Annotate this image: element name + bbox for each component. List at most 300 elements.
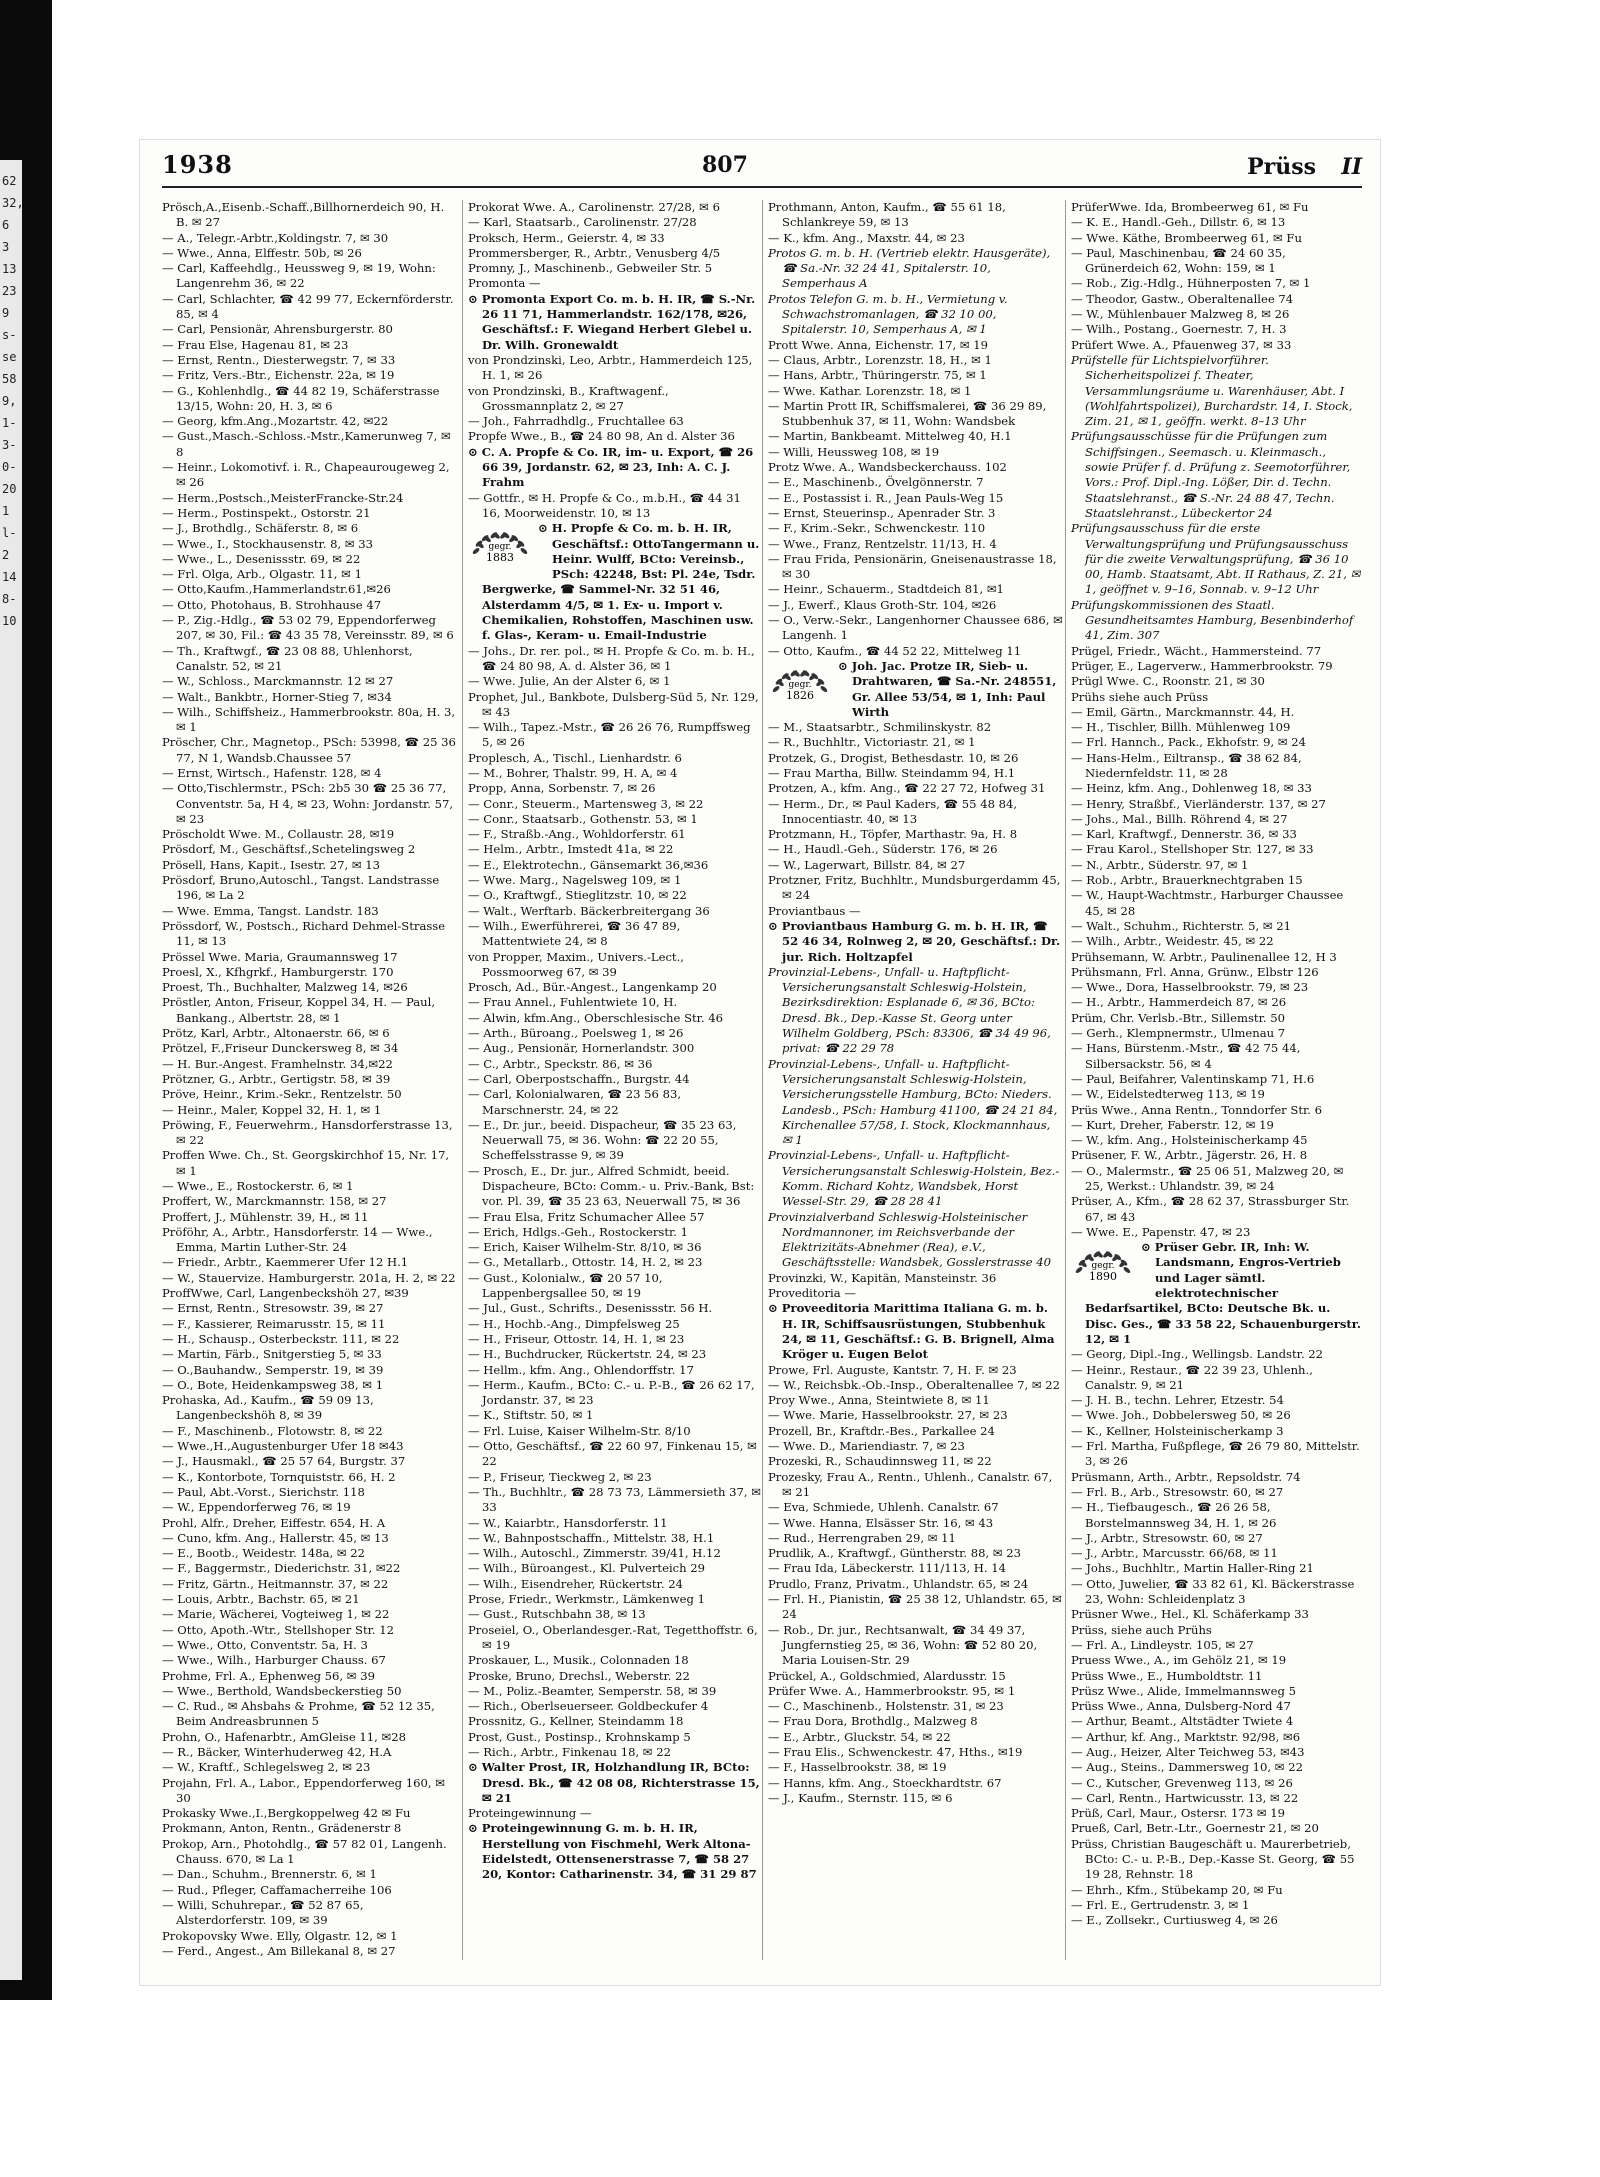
gutter-fragment: 3 <box>2 240 10 254</box>
directory-entry <box>1071 1118 1361 1133</box>
directory-entry <box>468 215 763 230</box>
directory-entry <box>768 1730 1063 1745</box>
entry-text: — Frau Karol., Stellshoper Str. 127, ✉ 33 <box>1071 842 1314 857</box>
directory-entry <box>162 1699 457 1730</box>
entry-text: — Wilh., Schiffsheiz., Hammerbrookstr. 80a, H. 3, ✉ 1 <box>162 704 456 735</box>
entry-text: — Gust., Kolonialw., ☎ 20 57 10, Lappenbergsallee 50, ✉ 19 <box>468 1270 663 1301</box>
directory-entry <box>768 521 1063 536</box>
gutter-fragment: 3- <box>2 438 17 452</box>
directory-entry <box>162 1760 457 1775</box>
entry-text: — Wwe. E., Papenstr. 47, ✉ 23 <box>1071 1224 1251 1239</box>
seal-year: 1826 <box>786 688 814 702</box>
entry-text: — Wilh., Ewerführerei, ☎ 36 47 89, Mattentwiete 24, ✉ 8 <box>468 918 681 949</box>
entry-text: — Erich, Hdlgs.-Geh., Rostockerstr. 1 <box>468 1224 689 1239</box>
entry-text: — Dan., Schuhm., Brennerstr. 6, ✉ 1 <box>162 1867 377 1882</box>
directory-entry <box>1071 1164 1361 1195</box>
directory-entry <box>768 1684 1063 1699</box>
entry-text: — Wilh., Autoschl., Zimmerstr. 39/41, H.12 <box>468 1546 721 1561</box>
directory-entry <box>1071 1699 1361 1714</box>
entry-text: — K., Kontorbote, Tornquiststr. 66, H. 2 <box>162 1469 396 1484</box>
entry-text: Provinzki, W., Kapitän, Mansteinstr. 36 <box>768 1270 997 1285</box>
directory-entry <box>1071 644 1361 659</box>
directory-entry <box>468 1424 763 1439</box>
directory-entry <box>768 1669 1063 1684</box>
directory-entry <box>1071 1393 1361 1408</box>
directory-entry <box>1071 934 1361 949</box>
directory-entry <box>468 1699 763 1714</box>
directory-entry <box>468 827 763 842</box>
entry-text: Prühsmann, Frl. Anna, Grünw., Elbstr 126 <box>1071 964 1319 979</box>
entry-text: — Th., Kraftwgf., ☎ 23 08 88, Uhlenhorst, Canalstr. 52, ✉ 21 <box>162 643 413 673</box>
directory-entry <box>1071 1653 1361 1668</box>
directory-entry <box>1071 1913 1361 1928</box>
entry-text: — E., Elektrotechn., Gänsemarkt 36,✉36 <box>468 857 709 872</box>
entry-text: Pröscher, Chr., Magnetop., PSch: 53998, ☎ 25 36 77, N 1, Wandsb.Chaussee 57 <box>162 735 456 765</box>
entry-text: — H., Arbtr., Hammerdeich 87, ✉ 26 <box>1071 995 1287 1010</box>
directory-entry <box>768 399 1063 430</box>
directory-entry <box>1071 429 1361 521</box>
entry-text: Proksch, Herm., Geierstr. 4, ✉ 33 <box>468 230 665 245</box>
entry-text: — Wwe., L., Desenissstr. 69, ✉ 22 <box>162 551 361 566</box>
entry-text: Prösch,A.,Eisenb.-Schaff.,Billhornerdeich 90, H. B. ✉ 27 <box>162 200 445 230</box>
entry-text: — Wwe.,H.,Augustenburger Ufer 18 ✉43 <box>162 1439 404 1454</box>
entry-text: — M., Staatsarbtr., Schmilinskystr. 82 <box>768 720 992 735</box>
directory-entry <box>162 1225 457 1256</box>
entry-text: — H., Tiefbaugesch., ☎ 26 26 58, Borstelmannsweg 34, H. 1, ✉ 26 <box>1071 1500 1277 1530</box>
entry-text: — Ferd., Angest., Am Billekanal 8, ✉ 27 <box>162 1943 396 1958</box>
directory-entry <box>1071 1500 1361 1531</box>
directory-entry <box>768 368 1063 383</box>
entry-text: Pröföhr, A., Arbtr., Hansdorferstr. 14 — Wwe., Emma, Martin Luther-Str. 24 <box>162 1224 433 1255</box>
entry-text: — Wwe., Wilh., Harburger Chauss. 67 <box>162 1653 386 1668</box>
entry-text: — W., Stauervize. Hamburgerstr. 201a, H. 2, ✉ 22 <box>162 1270 456 1285</box>
directory-entry <box>768 475 1063 490</box>
gutter-fragment: 8- <box>2 592 17 606</box>
directory-entry <box>1071 1103 1361 1118</box>
directory-entry <box>1071 1424 1361 1439</box>
entry-text: — Carl, Oberpostschaffn., Burgstr. 44 <box>468 1071 690 1086</box>
directory-entry <box>1071 521 1361 597</box>
directory-entry <box>162 1776 457 1807</box>
directory-entry <box>1071 353 1361 429</box>
entry-text: — Herm., Dr., ✉ Paul Kaders, ☎ 55 48 84, Innocentiastr. 40, ✉ 13 <box>768 796 1018 826</box>
directory-entry <box>162 353 457 368</box>
directory-entry <box>1071 705 1361 720</box>
directory-entry <box>1071 812 1361 827</box>
directory-entry <box>162 582 457 597</box>
entry-text: Prüfungsausschüsse für die Prüfungen zum Schiffsingen., Seemasch. u. Kleinmasch., sowie Prüfer f. d. Prüfung z. Seemotorführer, Vors.: Prof. Dipl.-Ing. Lößer, Dir. d. Techn. Staatslehranst., ☎ S.-Nr. 24 88 47, Techn. Staatslehranst., Lübeckertor 24 <box>1071 429 1351 520</box>
directory-entry <box>768 919 1063 965</box>
directory-entry <box>1071 690 1361 705</box>
entry-text: — Frau Annel., Fuhlentwiete 10, H. <box>468 995 678 1010</box>
entry-text: — Arthur, Beamt., Altstädter Twiete 4 <box>1071 1714 1294 1729</box>
directory-entry <box>768 827 1063 842</box>
directory-entry <box>162 1378 457 1393</box>
directory-entry <box>162 338 457 353</box>
directory-entry <box>162 858 457 873</box>
entry-text: Prose, Friedr., Werkmstr., Lämkenweg 1 <box>468 1592 705 1607</box>
entry-text: — Frl. Martha, Fußpflege, ☎ 26 79 80, Mittelstr. 3, ✉ 26 <box>1071 1439 1360 1469</box>
svg-text:gegr.: gegr. <box>788 679 812 690</box>
directory-entry <box>468 1087 763 1118</box>
entry-text: — Gottfr., ✉ H. Propfe & Co., m.b.H., ☎ 44 31 16, Moorweidenstr. 10, ✉ 13 <box>468 490 741 520</box>
entry-text: — Rob., Arbtr., Brauerknechtgraben 15 <box>1071 873 1303 888</box>
entry-text: — J., Kaufm., Sternstr. 115, ✉ 6 <box>768 1790 953 1805</box>
entry-text: Prüfer Wwe. A., Hammerbrookstr. 95, ✉ 1 <box>768 1683 1016 1698</box>
entry-text: — Alwin, kfm.Ang., Oberschlesische Str. 46 <box>468 1010 724 1025</box>
entry-text: Protzmann, H., Töpfer, Marthastr. 9a, H. 8 <box>768 827 1018 842</box>
directory-entry <box>468 521 763 643</box>
entry-text: — Rob., Dr. jur., Rechtsanwalt, ☎ 34 49 37, Jungfernstieg 25, ✉ 36, Wohn: ☎ 52 80 20, Maria Louisen-Str. 29 <box>768 1622 1038 1668</box>
entry-text: Prüfungsausschuss für die erste Verwaltungsprüfung und Prüfungsausschuss für die zweite Verwaltungsprüfung, ☎ 36 10 00, Hamb. Staatsamt, Abt. II Rathaus, Z. 21, ✉ 1, geöffnet v. 9–16, Sonnab. v. 9–12 Uhr <box>1071 521 1361 597</box>
entry-text: Proveditoria — <box>768 1286 856 1301</box>
entry-text: Prommersberger, R., Arbtr., Venusberg 4/5 <box>468 245 721 260</box>
entry-text: — A., Telegr.-Arbtr.,Koldingstr. 7, ✉ 30 <box>162 230 389 245</box>
entry-text: Protzen, A., kfm. Ang., ☎ 22 27 72, Hofweg 31 <box>768 781 1046 796</box>
gutter-fragment: 2 <box>2 548 10 562</box>
entry-text: ⊙ C. A. Propfe & Co. IR, im- u. Export, ☎ 26 66 39, Jordanstr. 62, ✉ 23, Inh: A. C. J. Frahm <box>468 444 754 490</box>
entry-text: Proseiel, O., Oberlandesger.-Rat, Tegetthoffstr. 6, ✉ 19 <box>468 1622 758 1652</box>
entry-text: — E., Zollsekr., Curtiusweg 4, ✉ 26 <box>1071 1913 1278 1928</box>
entry-text: Prüss, Christian Baugeschäft u. Maurerbetrieb, BCto: C.- u. P.-B., Dep.-Kasse St. Georg, ☎ 55 19 28, Rehnstr. 18 <box>1071 1836 1355 1882</box>
entry-text: — Frl. A., Lindleystr. 105, ✉ 27 <box>1071 1637 1254 1652</box>
directory-entry <box>768 338 1063 353</box>
entry-text: — F., Krim.-Sekr., Schwenckestr. 110 <box>768 521 986 536</box>
directory-entry <box>1071 1745 1361 1760</box>
entry-text: Prüfstelle für Lichtspielvorführer. Sicherheitspolizei f. Theater, Versammlungsräume u. Warenhäuser, Abt. I (Wohlfahrtspolizei), Burchardstr. 14, I. Stock, Zim. 21, ✉ 1, geöffn. werkt. 8–13 Uhr <box>1071 352 1353 429</box>
entry-text: — Carl, Schlachter, ☎ 42 99 77, Eckernförderstr. 85, ✉ 4 <box>162 291 454 322</box>
entry-text: — J., Arbtr., Stresowstr. 60, ✉ 27 <box>1071 1530 1263 1545</box>
directory-entry <box>162 827 457 842</box>
entry-text: — K., Stiftstr. 50, ✉ 1 <box>468 1408 594 1423</box>
entry-text: — O.,Bauhandw., Semperstr. 19, ✉ 39 <box>162 1362 384 1377</box>
directory-entry <box>468 261 763 276</box>
directory-entry <box>768 491 1063 506</box>
directory-entry <box>1071 1883 1361 1898</box>
directory-entry <box>162 521 457 536</box>
directory-entry <box>1071 1148 1361 1163</box>
directory-entry <box>162 552 457 567</box>
directory-entry <box>162 1485 457 1500</box>
entry-text: — Wwe. Joh., Dobbelersweg 50, ✉ 26 <box>1071 1408 1291 1423</box>
entry-text: — Frl. B., Arb., Stresowstr. 60, ✉ 27 <box>1071 1484 1284 1499</box>
entry-text: Provinzial-Lebens-, Unfall- u. Haftpflicht-Versicherungsanstalt Schleswig-Holstein, Bezirksdirektion: Esplanade 6, ✉ 36, BCto: Dresd. Bk., Dep.-Kasse St. Georg unter Wilhelm Goldberg, PSch: 83306, ☎ 34 49 96, privat: ☎ 22 29 78 <box>768 964 1051 1056</box>
entry-text: — F., Maschinenb., Flotowstr. 8, ✉ 22 <box>162 1423 383 1438</box>
directory-entry <box>1071 598 1361 644</box>
entry-text: Proffert, J., Mühlenstr. 39, H., ✉ 11 <box>162 1209 369 1224</box>
directory-entry <box>468 1516 763 1531</box>
directory-entry <box>768 582 1063 597</box>
gutter-fragment: 32, <box>2 196 24 210</box>
directory-entry <box>162 1072 457 1087</box>
gutter-fragment: 6 <box>2 218 10 232</box>
entry-text: Prost, Gust., Postinsp., Krohnskamp 5 <box>468 1729 691 1744</box>
entry-text: Prüs Wwe., Anna Rentn., Tonndorfer Str. 6 <box>1071 1102 1323 1117</box>
directory-entry <box>768 1592 1063 1623</box>
directory-entry <box>162 506 457 521</box>
entry-text: — Fritz, Gärtn., Heitmannstr. 37, ✉ 22 <box>162 1576 389 1591</box>
directory-entry <box>1071 1806 1361 1821</box>
directory-entry <box>768 613 1063 644</box>
directory-entry <box>768 1363 1063 1378</box>
entry-text: Prüsmann, Arth., Arbtr., Repsoldstr. 74 <box>1071 1469 1301 1484</box>
directory-entry <box>768 842 1063 857</box>
entry-text: — E., Bootb., Weidestr. 148a, ✉ 22 <box>162 1546 366 1561</box>
entry-text: — Wwe., Franz, Rentzelstr. 11/13, H. 4 <box>768 536 997 551</box>
directory-entry <box>768 506 1063 521</box>
entry-text: — Wwe. Emma, Tangst. Landstr. 183 <box>162 903 379 918</box>
entry-text: — Walt., Bankbtr., Horner-Stieg 7, ✉34 <box>162 689 392 704</box>
directory-column-1 <box>162 200 457 1960</box>
directory-entry <box>1071 1470 1361 1485</box>
entry-text: Prösdorf, Bruno,Autoschl., Tangst. Landstrasse 196, ✉ La 2 <box>162 873 440 903</box>
entry-text: — Jul., Gust., Schrifts., Desenissstr. 56 H. <box>468 1301 713 1316</box>
entry-text: — Frau Elsa, Fritz Schumacher Allee 57 <box>468 1209 705 1224</box>
entry-text: Proest, Th., Buchhalter, Malzweg 14, ✉26 <box>162 980 408 995</box>
directory-entry <box>1071 338 1361 353</box>
directory-entry <box>468 1730 763 1745</box>
directory-entry <box>468 781 763 796</box>
entry-text: ⊙ Promonta Export Co. m. b. H. IR, ☎ S.-Nr. 26 11 71, Hammerlandstr. 162/178, ✉26, Geschäftsf.: F. Wiegand Herbert Glebel u. Dr. Wilh. Gronewaldt <box>468 291 756 352</box>
entry-text: — Heinr., Lokomotivf. i. R., Chapeaurougeweg 2, ✉ 26 <box>162 460 450 490</box>
directory-entry <box>162 246 457 261</box>
directory-entry <box>1071 919 1361 934</box>
directory-entry <box>468 1072 763 1087</box>
entry-text: — W., Reichsbk.-Ob.-Insp., Oberaltenallee 7, ✉ 22 <box>768 1377 1061 1392</box>
entry-text: — Carl, Pensionär, Ahrensburgerstr. 80 <box>162 322 393 337</box>
directory-entry <box>468 445 763 491</box>
entry-text: — W., Kaiarbtr., Hansdorferstr. 11 <box>468 1515 668 1530</box>
directory-entry <box>162 919 457 950</box>
entry-text: Prohl, Alfr., Dreher, Eiffestr. 654, H. A <box>162 1515 386 1530</box>
directory-entry <box>162 1454 457 1469</box>
directory-entry <box>768 1057 1063 1149</box>
entry-text: — C. Rud., ✉ Ahsbahs & Prohme, ☎ 52 12 35, Beim Andreasbrunnen 5 <box>162 1699 435 1729</box>
directory-entry <box>1071 873 1361 888</box>
directory-entry <box>162 1255 457 1270</box>
directory-entry <box>1071 1730 1361 1745</box>
directory-entry <box>768 429 1063 444</box>
entry-text: — Wwe., Anna, Elffestr. 50b, ✉ 26 <box>162 245 362 260</box>
entry-text: — Heinr., Schauerm., Stadtdeich 81, ✉1 <box>768 582 1004 597</box>
entry-text: Protos G. m. b. H. (Vertrieb elektr. Hausgeräte), ☎ Sa.-Nr. 32 24 41, Spitalerstr. 10, Semperhaus A <box>768 245 1051 291</box>
directory-entry <box>1071 1623 1361 1638</box>
directory-entry <box>768 1286 1063 1301</box>
directory-entry <box>468 1806 763 1821</box>
entry-text: — Rich., Arbtr., Finkenau 18, ✉ 22 <box>468 1744 671 1759</box>
entry-text: Prüger, E., Lagerverw., Hammerbrookstr. 79 <box>1071 658 1333 673</box>
directory-entry <box>468 414 763 429</box>
entry-text: — Conr., Staatsarb., Gothenstr. 53, ✉ 1 <box>468 811 698 826</box>
entry-text: — W., Schloss., Marckmannstr. 12 ✉ 27 <box>162 674 394 689</box>
directory-entry <box>162 1623 457 1638</box>
directory-entry <box>1071 1240 1361 1347</box>
entry-text: — P., Friseur, Tieckweg 2, ✉ 23 <box>468 1469 652 1484</box>
directory-entry <box>162 292 457 323</box>
svg-text:gegr.: gegr. <box>488 542 512 553</box>
gutter-fragment: 58 <box>2 372 17 386</box>
directory-entry <box>468 797 763 812</box>
directory-entry <box>468 842 763 857</box>
directory-entry <box>768 965 1063 1057</box>
directory-entry <box>468 995 763 1010</box>
entry-text: Prötz, Karl, Arbtr., Altonaerstr. 66, ✉ 6 <box>162 1026 390 1041</box>
entry-text: — Wilh., Tapez.-Mstr., ☎ 26 26 76, Rumpffsweg 5, ✉ 26 <box>468 720 751 750</box>
gutter-fragment: 9, <box>2 394 17 408</box>
entry-text: Pruess Wwe., A., im Gehölz 21, ✉ 19 <box>1071 1653 1287 1668</box>
directory-entry <box>162 980 457 995</box>
gutter-fragment: 20 <box>2 482 17 496</box>
entry-text: Prokorat Wwe. A., Carolinenstr. 27/28, ✉ 6 <box>468 200 720 214</box>
entry-text: Prossnitz, G., Kellner, Steindamm 18 <box>468 1714 684 1729</box>
entry-text: Provinzialverband Schleswig-Holsteinischer Nordmannoner, im Reichsverbande der Elektrizitäts-Abnehmer (Rea), e.V., Geschäftsstelle: Wandsbek, Gosslerstrasse 40 <box>768 1209 1052 1270</box>
entry-text: Proffert, W., Marckmannstr. 158, ✉ 27 <box>162 1194 387 1209</box>
directory-entry <box>468 1255 763 1270</box>
directory-entry <box>768 537 1063 552</box>
gutter-fragment: se <box>2 350 17 364</box>
entry-text: Proplesch, A., Tischl., Lienhardstr. 6 <box>468 750 682 765</box>
directory-entry <box>162 995 457 1026</box>
directory-entry <box>768 353 1063 368</box>
directory-entry <box>162 200 457 231</box>
directory-entry <box>468 276 763 291</box>
gutter-fragment: 62 <box>2 174 17 188</box>
entry-text: Prückel, A., Goldschmied, Alardusstr. 15 <box>768 1668 1006 1683</box>
entry-text: Prüser, A., Kfm., ☎ 28 62 37, Strassburger Str. 67, ✉ 43 <box>1071 1194 1350 1224</box>
directory-page <box>140 140 1380 1985</box>
header-column-marker: II <box>1341 154 1362 180</box>
directory-entry <box>468 674 763 689</box>
entry-text: Prüsz Wwe., Alide, Immelmannsweg 5 <box>1071 1683 1296 1698</box>
directory-entry <box>162 690 457 705</box>
directory-entry <box>1071 1072 1361 1087</box>
entry-text: — Ernst, Rentn., Diesterwegstr. 7, ✉ 33 <box>162 352 396 367</box>
entry-text: — Ehrh., Kfm., Stübekamp 20, ✉ Fu <box>1071 1882 1283 1897</box>
entry-text: Prohme, Frl. A., Ephenweg 56, ✉ 39 <box>162 1668 375 1683</box>
directory-entry <box>768 445 1063 460</box>
entry-text: Prokop, Arn., Photohdlg., ☎ 57 82 01, Langenh. Chauss. 670, ✉ La 1 <box>162 1836 447 1867</box>
entry-text: ProffWwe, Carl, Langenbeckshöh 27, ✉39 <box>162 1286 409 1301</box>
entry-text: — Kurt, Dreher, Faberstr. 12, ✉ 19 <box>1071 1117 1274 1132</box>
entry-text: — H. Bur.-Angest. Framhelnstr. 34,✉22 <box>162 1056 393 1071</box>
directory-entry <box>468 720 763 751</box>
entry-text: — Otto, Kaufm., ☎ 44 52 22, Mittelweg 11 <box>768 643 1022 658</box>
directory-entry <box>468 1745 763 1760</box>
directory-entry <box>162 460 457 491</box>
entry-text: ⊙ Proviantbaus Hamburg G. m. b. H. IR, ☎ 52 46 34, Rolnweg 2, ✉ 20, Geschäftsf.: Dr. jur. Rich. Holtzapfel <box>768 918 1061 964</box>
entry-text: Provinzial-Lebens-, Unfall- u. Haftpflicht-Versicherungsanstalt Schleswig-Holstein, Versicherungsstelle Hamburg, BCto: Nieders. Landesb., PSch: Hamburg 41100, ☎ 24 21 84, Kirchenallee 57/58, I. Stock, Klockmannhaus, ✉ 1 <box>768 1056 1058 1148</box>
directory-entry <box>468 1669 763 1684</box>
entry-text: ⊙ H. Propfe & Co. m. b. H. IR, Geschäftsf.: OttoTangermann u. Heinr. Wulff, BCto: Vereinsb., PSch: 42248, Bst: Pl. 24e, Tsdr. Bergwerke, ☎ Sammel-Nr. 32 51 46, Alsterdamm 4/5, ✉ 1. Ex- u. Import v. Chemikalien, Rohstoffen, Maschinen usw. f. Glas-, Keram- u. Email-Industrie <box>482 521 760 643</box>
entry-text: Prosch, Ad., Bür.-Angest., Langenkamp 20 <box>468 980 717 995</box>
entry-text: — Paul, Beifahrer, Valentinskamp 71, H.6 <box>1071 1071 1315 1086</box>
directory-entry <box>768 1745 1063 1760</box>
directory-entry <box>468 1561 763 1576</box>
directory-entry <box>1071 797 1361 812</box>
entry-text: Prüss Wwe., Anna, Dulsberg-Nord 47 <box>1071 1699 1291 1714</box>
directory-entry <box>768 460 1063 475</box>
directory-entry <box>162 1286 457 1301</box>
directory-entry <box>162 1087 457 1102</box>
directory-entry <box>468 644 763 675</box>
directory-entry <box>162 950 457 965</box>
entry-text: Provinzial-Lebens-, Unfall- u. Haftpflicht-Versicherungsanstalt Schleswig-Holstein, Bez.-Komm. Richard Kohtz, Wandsbek, Horst Wessel-Str. 29, ☎ 28 28 41 <box>768 1148 1060 1209</box>
directory-entry <box>162 1393 457 1424</box>
entry-text: Proskauer, L., Musik., Colonnaden 18 <box>468 1653 689 1668</box>
directory-entry <box>768 1577 1063 1592</box>
entry-text: — Claus, Arbtr., Lorenzstr. 18, H., ✉ 1 <box>768 352 992 367</box>
entry-text: — M., Bohrer, Thalstr. 99, H. A, ✉ 4 <box>468 765 678 780</box>
entry-text: — Frl. Luise, Kaiser Wilhelm-Str. 8/10 <box>468 1423 691 1438</box>
entry-text: — Otto,Tischlermstr., PSch: 2b5 30 ☎ 25 36 77, Conventstr. 5a, H 4, ✉ 23, Wohn: Jordanstr. 57, ✉ 23 <box>162 781 454 826</box>
entry-text: Proesl, X., Kfhgrkf., Hamburgerstr. 170 <box>162 964 394 979</box>
directory-entry <box>162 766 457 781</box>
entry-text: — Wwe., E., Rostockerstr. 6, ✉ 1 <box>162 1179 354 1193</box>
entry-text: — Wwe. D., Mariendiastr. 7, ✉ 23 <box>768 1439 965 1454</box>
directory-entry <box>768 858 1063 873</box>
directory-entry <box>1071 1026 1361 1041</box>
entry-text: — Johs., Buchhltr., Martin Haller-Ring 21 <box>1071 1561 1314 1576</box>
entry-text: — G., Metallarb., Ottostr. 14, H. 2, ✉ 23 <box>468 1255 703 1270</box>
entry-text: — Carl, Kaffeehdlg., Heussweg 9, ✉ 19, Wohn: Langenrehm 36, ✉ 22 <box>162 261 436 291</box>
directory-entry <box>468 904 763 919</box>
entry-text: — Martin Prott IR, Schiffsmalerei, ☎ 36 29 89, Stubbenhuk 37, ✉ 11, Wohn: Wandsbek <box>768 398 1047 429</box>
entry-text: Prühsemann, W. Arbtr., Paulinenallee 12, H 3 <box>1071 949 1337 964</box>
entry-text: — Johs., Mal., Billh. Röhrend 4, ✉ 27 <box>1071 811 1288 826</box>
directory-entry <box>162 1332 457 1347</box>
entry-text: — Joh., Fahrradhdlg., Fruchtallee 63 <box>468 414 684 429</box>
directory-entry <box>768 1776 1063 1791</box>
directory-entry <box>768 1424 1063 1439</box>
directory-entry <box>162 1730 457 1745</box>
entry-text: — Hanns, kfm. Ang., Stoeckhardtstr. 67 <box>768 1775 1002 1790</box>
entry-text: — Frau Ida, Läbeckerstr. 111/113, H. 14 <box>768 1561 1007 1576</box>
directory-entry <box>468 1210 763 1225</box>
directory-entry <box>468 1408 763 1423</box>
entry-text: — Wilh., Eisendreher, Rückertstr. 24 <box>468 1576 683 1591</box>
directory-entry <box>1071 1225 1361 1240</box>
directory-entry <box>468 1317 763 1332</box>
entry-text: — J., Hausmakl., ☎ 25 57 64, Burgstr. 37 <box>162 1454 406 1469</box>
directory-entry <box>162 1057 457 1072</box>
directory-entry <box>162 1745 457 1760</box>
entry-text: — Paul, Maschinenbau, ☎ 24 60 35, Grünerdeich 62, Wohn: 159, ✉ 1 <box>1071 245 1286 276</box>
directory-entry <box>162 705 457 736</box>
directory-entry <box>468 751 763 766</box>
directory-entry <box>1071 1531 1361 1546</box>
entry-text: — Eva, Schmiede, Uhlenh. Canalstr. 67 <box>768 1500 999 1515</box>
directory-entry <box>1071 1485 1361 1500</box>
entry-text: — Otto, Geschäftsf., ☎ 22 60 97, Finkenau 15, ✉ 22 <box>468 1439 757 1469</box>
directory-entry <box>162 1592 457 1607</box>
entry-text: Pröve, Heinr., Krim.-Sekr., Rentzelstr. 50 <box>162 1087 402 1102</box>
entry-text: Protz Wwe. A., Wandsbeckerchauss. 102 <box>768 460 1007 475</box>
entry-text: — Emil, Gärtn., Marckmannstr. 44, H. <box>1071 704 1295 719</box>
entry-text: — Wwe. Käthe, Brombeerweg 61, ✉ Fu <box>1071 230 1302 245</box>
entry-text: Promny, J., Maschinenb., Gebweiler Str. 5 <box>468 261 713 276</box>
entry-text: — Wwe. Hanna, Elsässer Str. 16, ✉ 43 <box>768 1515 994 1530</box>
directory-entry <box>468 1470 763 1485</box>
directory-entry <box>768 231 1063 246</box>
header-page-number: 807 <box>702 152 748 178</box>
entry-text: Proffen Wwe. Ch., St. Georgskirchhof 15, Nr. 17, ✉ 1 <box>162 1148 450 1178</box>
directory-entry <box>1071 200 1361 215</box>
entry-text: Prothmann, Anton, Kaufm., ☎ 55 61 18, Schlankreye 59, ✉ 13 <box>768 200 1006 230</box>
directory-entry <box>468 1821 763 1882</box>
entry-text: ⊙ Proteingewinnung G. m. b. H. IR, Herstellung von Fischmehl, Werk Altona-Eidelstedt, Ottensenerstrasse 7, ☎ 58 27 20, Kontor: Catharinenstr. 34, ☎ 31 29 87 <box>468 1821 757 1882</box>
entry-text: — O., Kraftwgf., Stieglitzstr. 10, ✉ 22 <box>468 888 687 903</box>
directory-entry <box>1071 1561 1361 1576</box>
